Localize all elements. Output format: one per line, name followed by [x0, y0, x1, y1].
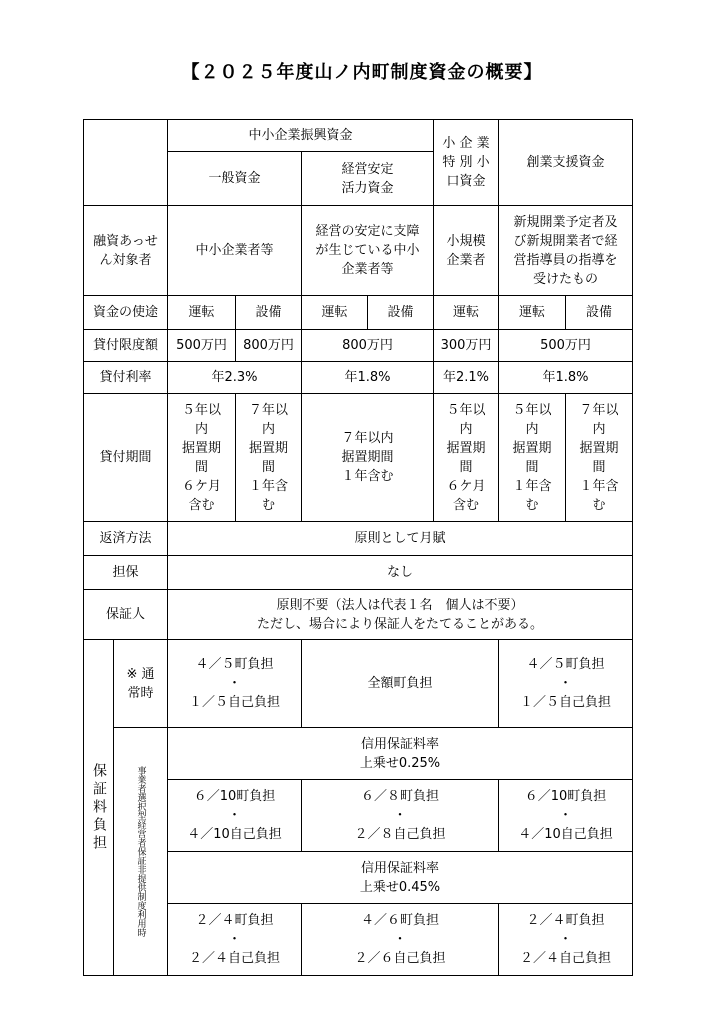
fee-tier2-c: ２／４町負担 ・ ２／４自己負担	[499, 904, 633, 976]
page-title: 【２０２５年度山ノ内町制度資金の概要】	[181, 62, 543, 83]
period-cell-c: ７年以内 据置期間 １年含む	[302, 394, 434, 522]
fee-tier2-a: ２／４町負担 ・ ２／４自己負担	[168, 904, 302, 976]
usage-cell: 設備	[566, 296, 633, 330]
usage-cell: 運転	[499, 296, 566, 330]
limit-label: 貸付限度額	[84, 330, 168, 362]
collateral-value: なし	[168, 556, 633, 590]
usage-cell: 運転	[168, 296, 236, 330]
rate-cell: 年1.8%	[499, 362, 633, 394]
limit-cell: 500万円	[168, 330, 236, 362]
period-cell-d: ５年以 内 据置期 間 ６ケ月 含む	[434, 394, 499, 522]
limit-cell: 800万円	[236, 330, 302, 362]
fee-tier1-b: ６／８町負担 ・ ２／８自己負担	[302, 780, 499, 852]
header-chusho-group: 中小企業振興資金	[168, 120, 434, 152]
fee-tier2-b: ４／６町負担 ・ ２／６自己負担	[302, 904, 499, 976]
target-keiei: 経営の安定に支障 が生じている中小 企業者等	[302, 206, 434, 296]
header-ippan: 一般資金	[168, 152, 302, 206]
fee-normal-label: ※ 通 常時	[114, 640, 168, 728]
collateral-label: 担保	[84, 556, 168, 590]
fee-tier1-c: ６／10町負担 ・ ４／10自己負担	[499, 780, 633, 852]
usage-cell: 設備	[236, 296, 302, 330]
header-corner	[84, 120, 168, 206]
fee-normal-b: 全額町負担	[302, 640, 499, 728]
fee-normal-c: ４／５町負担 ・ １／５自己負担	[499, 640, 633, 728]
rate-cell: 年2.1%	[434, 362, 499, 394]
target-ippan: 中小企業者等	[168, 206, 302, 296]
usage-cell: 運転	[302, 296, 368, 330]
guarantor-value: 原則不要（法人は代表１名 個人は不要） ただし、場合により保証人をたてることがある。	[168, 590, 633, 640]
limit-cell: 800万円	[302, 330, 434, 362]
period-cell-b: ７年以 内 据置期 間 １年含 む	[236, 394, 302, 522]
period-cell-f: ７年以 内 据置期 間 １年含 む	[566, 394, 633, 522]
fee-tier2-head: 信用保証料率 上乗せ0.45%	[168, 852, 633, 904]
header-keiei: 経営安定 活力資金	[302, 152, 434, 206]
period-cell-e: ５年以 内 据置期 間 １年含 む	[499, 394, 566, 522]
fee-tier1-a: ６／10町負担 ・ ４／10自己負担	[168, 780, 302, 852]
header-shokibo: 小 企 業 特 別 小 口資金	[434, 120, 499, 206]
rate-cell: 年2.3%	[168, 362, 302, 394]
usage-label: 資金の使途	[84, 296, 168, 330]
guarantor-label: 保証人	[84, 590, 168, 640]
header-sogyo: 創業支援資金	[499, 120, 633, 206]
loan-summary-table	[83, 119, 633, 976]
fee-normal-a: ４／５町負担 ・ １／５自己負担	[168, 640, 302, 728]
limit-cell: 500万円	[499, 330, 633, 362]
fee-label: 保証料負担	[84, 640, 114, 976]
repay-value: 原則として月賦	[168, 522, 633, 556]
period-label: 貸付期間	[84, 394, 168, 522]
usage-cell: 設備	[368, 296, 434, 330]
target-sogyo: 新規開業予定者及 び新規開業者で経 営指導員の指導を 受けたもの	[499, 206, 633, 296]
rate-cell: 年1.8%	[302, 362, 434, 394]
period-cell-a: ５年以 内 据置期 間 ６ケ月 含む	[168, 394, 236, 522]
repay-label: 返済方法	[84, 522, 168, 556]
usage-cell: 運転	[434, 296, 499, 330]
fee-tier1-head: 信用保証料率 上乗せ0.25%	[168, 728, 633, 780]
target-shokibo: 小規模 企業者	[434, 206, 499, 296]
rate-label: 貸付利率	[84, 362, 168, 394]
fee-special-label: 事業者選択型経営者保証非提供制度利用時	[114, 728, 168, 976]
limit-cell: 300万円	[434, 330, 499, 362]
target-label: 融資あっせ ん対象者	[84, 206, 168, 296]
